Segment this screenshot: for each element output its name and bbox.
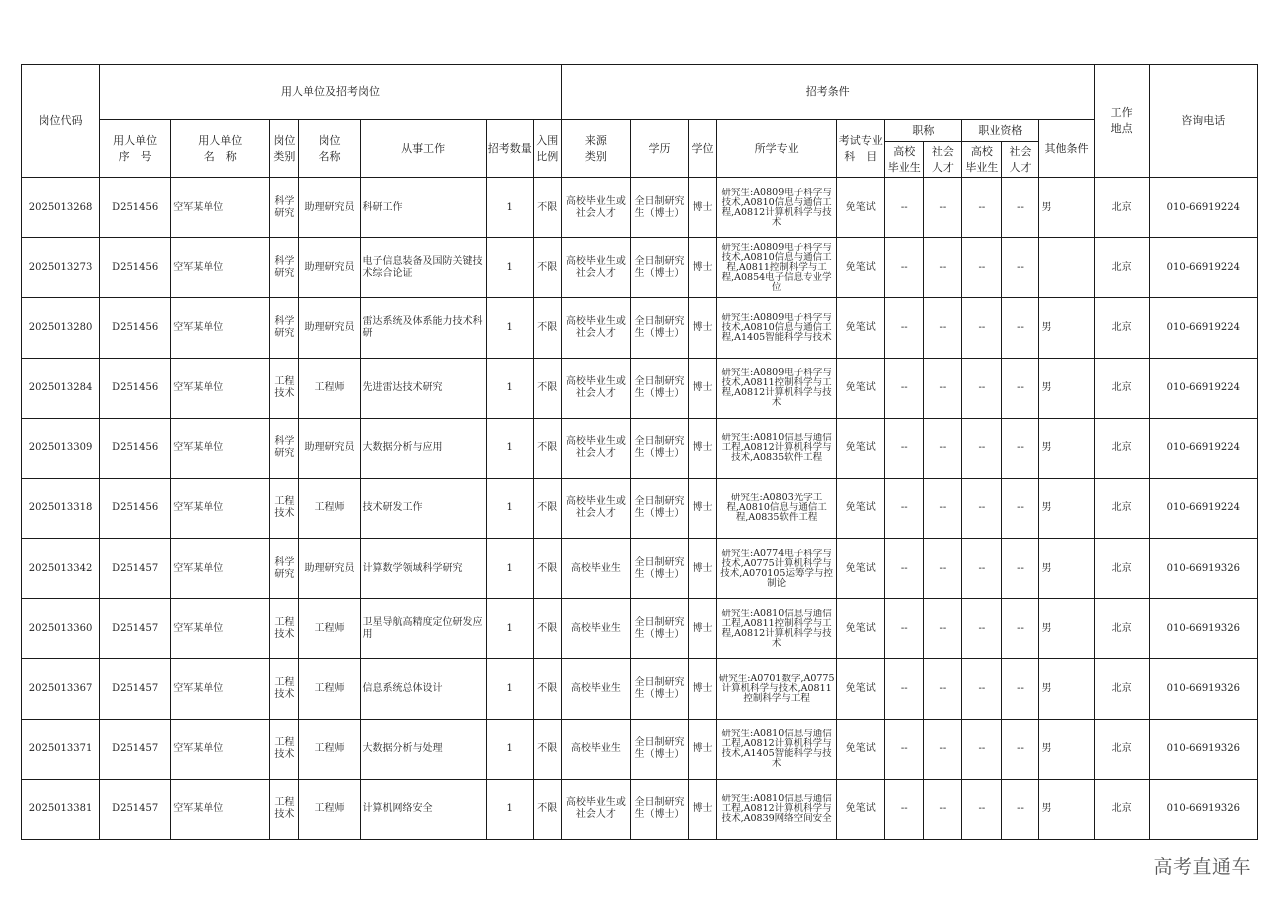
- cell-unit-name: 空军某单位: [171, 779, 270, 839]
- cell-unit-name: 空军某单位: [171, 539, 270, 599]
- header-post-name: 岗位 名称: [299, 120, 360, 178]
- cell-qual-social: --: [1002, 358, 1039, 418]
- cell-qual-social: --: [1002, 659, 1039, 719]
- cell-location: 北京: [1094, 178, 1149, 238]
- cell-education: 全日制研究生（博士）: [630, 358, 688, 418]
- header-degree: 学位: [689, 120, 717, 178]
- header-education: 学历: [630, 120, 688, 178]
- cell-unit-seq: D251457: [100, 659, 171, 719]
- cell-ratio: 不限: [533, 779, 561, 839]
- cell-code: 2025013367: [22, 659, 100, 719]
- cell-degree: 博士: [689, 478, 717, 538]
- cell-exam: 免笔试: [837, 599, 885, 659]
- cell-degree: 博士: [689, 298, 717, 358]
- cell-degree: 博士: [689, 238, 717, 298]
- cell-education: 全日制研究生（博士）: [630, 659, 688, 719]
- cell-degree: 博士: [689, 779, 717, 839]
- header-major: 所学专业: [717, 120, 837, 178]
- cell-title-social: --: [924, 539, 962, 599]
- cell-post-type: 科学研究: [270, 539, 299, 599]
- cell-other: 男: [1039, 298, 1094, 358]
- header-qualification: 职业资格: [962, 120, 1039, 142]
- cell-code: 2025013360: [22, 599, 100, 659]
- cell-exam: 免笔试: [837, 358, 885, 418]
- table-row: [22, 719, 1258, 779]
- cell-major: [717, 238, 837, 298]
- cell-source: 高校毕业生或社会人才: [561, 478, 630, 538]
- cell-major: [717, 719, 837, 779]
- cell-degree: 博士: [689, 719, 717, 779]
- cell-work: 科研工作: [360, 178, 486, 238]
- cell-qual-grad: --: [962, 779, 1002, 839]
- header-count: 招考数量: [486, 120, 533, 178]
- cell-source: 高校毕业生或社会人才: [561, 358, 630, 418]
- cell-major: [717, 478, 837, 538]
- cell-unit-name: 空军某单位: [171, 178, 270, 238]
- cell-unit-seq: D251456: [100, 178, 171, 238]
- cell-phone: 010-66919224: [1149, 178, 1257, 238]
- cell-title-social: --: [924, 418, 962, 478]
- cell-qual-grad: --: [962, 298, 1002, 358]
- cell-post-name: 助理研究员: [299, 238, 360, 298]
- cell-education: 全日制研究生（博士）: [630, 238, 688, 298]
- cell-exam: 免笔试: [837, 539, 885, 599]
- cell-major-text: 研究生:A0774电子科学与技术,A0775计算机科学与技术,A070105运筹学与控制论: [720, 548, 833, 589]
- cell-title-social: --: [924, 238, 962, 298]
- cell-phone: 010-66919326: [1149, 599, 1257, 659]
- header-unit-name: 用人单位 名 称: [171, 120, 270, 178]
- cell-qual-social: --: [1002, 719, 1039, 779]
- header-code: 岗位代码: [22, 65, 100, 178]
- cell-count: 1: [486, 478, 533, 538]
- cell-unit-name: 空军某单位: [171, 719, 270, 779]
- cell-title-grad: --: [885, 779, 924, 839]
- cell-location: 北京: [1094, 779, 1149, 839]
- cell-post-name: 助理研究员: [299, 298, 360, 358]
- cell-unit-seq: D251457: [100, 719, 171, 779]
- cell-degree: 博士: [689, 178, 717, 238]
- cell-qual-social: --: [1002, 178, 1039, 238]
- table-row: [22, 178, 1258, 238]
- cell-major: [717, 599, 837, 659]
- cell-exam: 免笔试: [837, 719, 885, 779]
- cell-code: 2025013284: [22, 358, 100, 418]
- cell-qual-social: --: [1002, 599, 1039, 659]
- cell-work: 大数据分析与应用: [360, 418, 486, 478]
- cell-other: 男: [1039, 478, 1094, 538]
- cell-major: [717, 418, 837, 478]
- cell-location: 北京: [1094, 539, 1149, 599]
- cell-qual-grad: --: [962, 539, 1002, 599]
- cell-major: [717, 539, 837, 599]
- cell-qual-grad: --: [962, 599, 1002, 659]
- cell-location: 北京: [1094, 599, 1149, 659]
- cell-qual-grad: --: [962, 659, 1002, 719]
- cell-source: 高校毕业生或社会人才: [561, 178, 630, 238]
- cell-ratio: 不限: [533, 478, 561, 538]
- cell-post-type: 科学研究: [270, 418, 299, 478]
- cell-exam: 免笔试: [837, 238, 885, 298]
- header-unit-seq: 用人单位 序 号: [100, 120, 171, 178]
- cell-post-type: 科学研究: [270, 298, 299, 358]
- cell-other: 男: [1039, 779, 1094, 839]
- header-qual-grad: 高校 毕业生: [962, 142, 1002, 178]
- cell-other: 男: [1039, 599, 1094, 659]
- cell-major: [717, 178, 837, 238]
- header-group-conditions: 招考条件: [561, 65, 1094, 120]
- cell-post-name: 助理研究员: [299, 178, 360, 238]
- cell-title-grad: --: [885, 418, 924, 478]
- cell-title-grad: --: [885, 659, 924, 719]
- cell-title-social: --: [924, 719, 962, 779]
- cell-other: 男: [1039, 418, 1094, 478]
- cell-education: 全日制研究生（博士）: [630, 539, 688, 599]
- cell-phone: 010-66919326: [1149, 779, 1257, 839]
- header-exam: 考试专业 科 目: [837, 120, 885, 178]
- cell-location: 北京: [1094, 659, 1149, 719]
- cell-other: 男: [1039, 659, 1094, 719]
- cell-title-grad: --: [885, 358, 924, 418]
- cell-location: 北京: [1094, 298, 1149, 358]
- cell-unit-seq: D251456: [100, 358, 171, 418]
- cell-count: 1: [486, 358, 533, 418]
- cell-count: 1: [486, 418, 533, 478]
- cell-exam: 免笔试: [837, 178, 885, 238]
- cell-unit-name: 空军某单位: [171, 599, 270, 659]
- cell-title-social: --: [924, 358, 962, 418]
- cell-major-text: 研究生:A0810信息与通信工程,A0811控制科学与工程,A0812计算机科学与技术: [721, 608, 832, 649]
- cell-phone: 010-66919326: [1149, 539, 1257, 599]
- cell-phone: 010-66919224: [1149, 418, 1257, 478]
- cell-source: 高校毕业生: [561, 719, 630, 779]
- cell-code: 2025013268: [22, 178, 100, 238]
- cell-unit-seq: D251457: [100, 539, 171, 599]
- cell-location: 北京: [1094, 478, 1149, 538]
- header-source: 来源 类别: [561, 120, 630, 178]
- cell-title-social: --: [924, 298, 962, 358]
- header-ratio: 入围 比例: [533, 120, 561, 178]
- cell-post-name: 工程师: [299, 478, 360, 538]
- cell-post-name: 工程师: [299, 779, 360, 839]
- cell-degree: 博士: [689, 599, 717, 659]
- cell-other: [1039, 238, 1094, 298]
- cell-unit-name: 空军某单位: [171, 659, 270, 719]
- cell-major: [717, 358, 837, 418]
- cell-location: 北京: [1094, 719, 1149, 779]
- cell-code: 2025013371: [22, 719, 100, 779]
- cell-work: 先进雷达技术研究: [360, 358, 486, 418]
- cell-post-type: 工程技术: [270, 659, 299, 719]
- cell-title-social: --: [924, 478, 962, 538]
- cell-post-type: 工程技术: [270, 779, 299, 839]
- table-body: [22, 178, 1258, 840]
- cell-ratio: 不限: [533, 599, 561, 659]
- cell-exam: 免笔试: [837, 478, 885, 538]
- cell-ratio: 不限: [533, 659, 561, 719]
- cell-qual-grad: --: [962, 358, 1002, 418]
- cell-work: 卫星导航高精度定位研发应用: [360, 599, 486, 659]
- cell-title-grad: --: [885, 599, 924, 659]
- cell-post-type: 工程技术: [270, 478, 299, 538]
- cell-other: 男: [1039, 719, 1094, 779]
- cell-post-name: 工程师: [299, 358, 360, 418]
- table-row: [22, 238, 1258, 298]
- cell-major-text: 研究生:A0810信息与通信工程,A0812计算机科学与技术,A0835软件工程: [721, 433, 832, 464]
- cell-education: 全日制研究生（博士）: [630, 478, 688, 538]
- cell-count: 1: [486, 719, 533, 779]
- cell-source: 高校毕业生或社会人才: [561, 418, 630, 478]
- cell-unit-name: 空军某单位: [171, 238, 270, 298]
- cell-ratio: 不限: [533, 539, 561, 599]
- cell-title-grad: --: [885, 478, 924, 538]
- cell-major-text: 研究生:A0701数学,A0775计算机科学与技术,A0811控制科学与工程: [718, 673, 835, 704]
- table-row: [22, 478, 1258, 538]
- cell-qual-social: --: [1002, 418, 1039, 478]
- cell-count: 1: [486, 539, 533, 599]
- cell-count: 1: [486, 599, 533, 659]
- cell-unit-name: 空军某单位: [171, 298, 270, 358]
- cell-unit-seq: D251456: [100, 238, 171, 298]
- cell-qual-grad: --: [962, 478, 1002, 538]
- cell-work: 雷达系统及体系能力技术科研: [360, 298, 486, 358]
- table-row: [22, 599, 1258, 659]
- cell-exam: 免笔试: [837, 418, 885, 478]
- cell-title-social: --: [924, 779, 962, 839]
- header-phone: 咨询电话: [1149, 65, 1257, 178]
- cell-qual-grad: --: [962, 719, 1002, 779]
- cell-work: 电子信息装备及国防关键技术综合论证: [360, 238, 486, 298]
- header-post-type: 岗位 类别: [270, 120, 299, 178]
- header-title: 职称: [885, 120, 962, 142]
- cell-source: 高校毕业生: [561, 599, 630, 659]
- header-title-social: 社会 人才: [924, 142, 962, 178]
- cell-unit-name: 空军某单位: [171, 478, 270, 538]
- cell-ratio: 不限: [533, 238, 561, 298]
- cell-ratio: 不限: [533, 178, 561, 238]
- cell-post-name: 助理研究员: [299, 539, 360, 599]
- cell-major: [717, 659, 837, 719]
- cell-qual-grad: --: [962, 418, 1002, 478]
- cell-unit-seq: D251457: [100, 599, 171, 659]
- cell-post-name: 工程师: [299, 599, 360, 659]
- cell-ratio: 不限: [533, 298, 561, 358]
- cell-major-text: 研究生:A0809电子科学与技术,A0811控制科学与工程,A0812计算机科学与技术: [721, 368, 832, 409]
- recruitment-table: [21, 64, 1258, 840]
- cell-count: 1: [486, 178, 533, 238]
- cell-source: 高校毕业生: [561, 659, 630, 719]
- cell-qual-grad: --: [962, 178, 1002, 238]
- table-row: [22, 298, 1258, 358]
- cell-phone: 010-66919326: [1149, 659, 1257, 719]
- cell-code: 2025013280: [22, 298, 100, 358]
- cell-title-grad: --: [885, 178, 924, 238]
- cell-qual-grad: --: [962, 238, 1002, 298]
- cell-location: 北京: [1094, 238, 1149, 298]
- cell-location: 北京: [1094, 358, 1149, 418]
- cell-exam: 免笔试: [837, 779, 885, 839]
- cell-post-type: 工程技术: [270, 358, 299, 418]
- cell-count: 1: [486, 779, 533, 839]
- cell-major: [717, 298, 837, 358]
- cell-work: 技术研发工作: [360, 478, 486, 538]
- cell-phone: 010-66919224: [1149, 298, 1257, 358]
- cell-major-text: 研究生:A0803光学工程,A0810信息与通信工程,A0835软件工程: [726, 493, 827, 524]
- cell-qual-social: --: [1002, 478, 1039, 538]
- cell-title-grad: --: [885, 719, 924, 779]
- cell-code: 2025013309: [22, 418, 100, 478]
- cell-exam: 免笔试: [837, 298, 885, 358]
- cell-major-text: 研究生:A0809电子科学与技术,A0810信息与通信工程,A0812计算机科学与技术: [721, 187, 832, 228]
- cell-title-grad: --: [885, 238, 924, 298]
- cell-qual-social: --: [1002, 539, 1039, 599]
- cell-degree: 博士: [689, 659, 717, 719]
- cell-ratio: 不限: [533, 418, 561, 478]
- table-row: [22, 418, 1258, 478]
- cell-source: 高校毕业生: [561, 539, 630, 599]
- cell-education: 全日制研究生（博士）: [630, 298, 688, 358]
- header-location: 工作 地点: [1094, 65, 1149, 178]
- cell-post-type: 工程技术: [270, 599, 299, 659]
- cell-major-text: 研究生:A0809电子科学与技术,A0810信息与通信工程,A0811控制科学与工程,A0854电子信息专业学位: [721, 242, 832, 293]
- cell-degree: 博士: [689, 539, 717, 599]
- cell-education: 全日制研究生（博士）: [630, 418, 688, 478]
- table-row: [22, 659, 1258, 719]
- cell-unit-seq: D251457: [100, 779, 171, 839]
- table-row: [22, 779, 1258, 839]
- cell-count: 1: [486, 238, 533, 298]
- cell-title-social: --: [924, 599, 962, 659]
- cell-major: [717, 779, 837, 839]
- cell-post-type: 科学研究: [270, 238, 299, 298]
- cell-source: 高校毕业生或社会人才: [561, 298, 630, 358]
- header-group-unit: 用人单位及招考岗位: [100, 65, 562, 120]
- cell-code: 2025013273: [22, 238, 100, 298]
- cell-unit-name: 空军某单位: [171, 358, 270, 418]
- cell-qual-social: --: [1002, 298, 1039, 358]
- header-other: 其他条件: [1039, 120, 1094, 178]
- cell-count: 1: [486, 659, 533, 719]
- cell-education: 全日制研究生（博士）: [630, 719, 688, 779]
- cell-post-name: 工程师: [299, 659, 360, 719]
- watermark: 高考直通车: [1153, 856, 1251, 878]
- cell-source: 高校毕业生或社会人才: [561, 238, 630, 298]
- cell-work: 计算数学领域科学研究: [360, 539, 486, 599]
- cell-other: 男: [1039, 358, 1094, 418]
- cell-phone: 010-66919224: [1149, 238, 1257, 298]
- cell-count: 1: [486, 298, 533, 358]
- cell-major-text: 研究生:A0810信息与通信工程,A0812计算机科学与技术,A0839网络空间安全: [721, 794, 832, 825]
- table-header: [22, 65, 1258, 178]
- cell-title-social: --: [924, 178, 962, 238]
- header-title-grad: 高校 毕业生: [885, 142, 924, 178]
- header-work: 从事工作: [360, 120, 486, 178]
- table-row: [22, 358, 1258, 418]
- cell-code: 2025013318: [22, 478, 100, 538]
- cell-post-type: 科学研究: [270, 178, 299, 238]
- cell-location: 北京: [1094, 418, 1149, 478]
- table-row: [22, 539, 1258, 599]
- cell-code: 2025013342: [22, 539, 100, 599]
- cell-work: 信息系统总体设计: [360, 659, 486, 719]
- cell-qual-social: --: [1002, 238, 1039, 298]
- cell-ratio: 不限: [533, 358, 561, 418]
- cell-other: 男: [1039, 539, 1094, 599]
- cell-unit-seq: D251456: [100, 418, 171, 478]
- cell-title-social: --: [924, 659, 962, 719]
- cell-education: 全日制研究生（博士）: [630, 779, 688, 839]
- cell-post-name: 工程师: [299, 719, 360, 779]
- cell-ratio: 不限: [533, 719, 561, 779]
- cell-degree: 博士: [689, 358, 717, 418]
- cell-work: 大数据分析与处理: [360, 719, 486, 779]
- cell-phone: 010-66919326: [1149, 719, 1257, 779]
- cell-major-text: 研究生:A0809电子科学与技术,A0810信息与通信工程,A1405智能科学与技术: [721, 312, 832, 343]
- cell-education: 全日制研究生（博士）: [630, 178, 688, 238]
- cell-phone: 010-66919224: [1149, 358, 1257, 418]
- cell-education: 全日制研究生（博士）: [630, 599, 688, 659]
- cell-work: 计算机网络安全: [360, 779, 486, 839]
- cell-degree: 博士: [689, 418, 717, 478]
- cell-major-text: 研究生:A0810信息与通信工程,A0812计算机科学与技术,A1405智能科学与技术: [721, 729, 832, 770]
- cell-post-type: 工程技术: [270, 719, 299, 779]
- cell-unit-seq: D251456: [100, 298, 171, 358]
- cell-source: 高校毕业生或社会人才: [561, 779, 630, 839]
- header-qual-social: 社会 人才: [1002, 142, 1039, 178]
- cell-code: 2025013381: [22, 779, 100, 839]
- cell-phone: 010-66919224: [1149, 478, 1257, 538]
- cell-unit-name: 空军某单位: [171, 418, 270, 478]
- cell-qual-social: --: [1002, 779, 1039, 839]
- cell-title-grad: --: [885, 298, 924, 358]
- cell-exam: 免笔试: [837, 659, 885, 719]
- cell-title-grad: --: [885, 539, 924, 599]
- cell-post-name: 助理研究员: [299, 418, 360, 478]
- cell-other: 男: [1039, 178, 1094, 238]
- cell-unit-seq: D251456: [100, 478, 171, 538]
